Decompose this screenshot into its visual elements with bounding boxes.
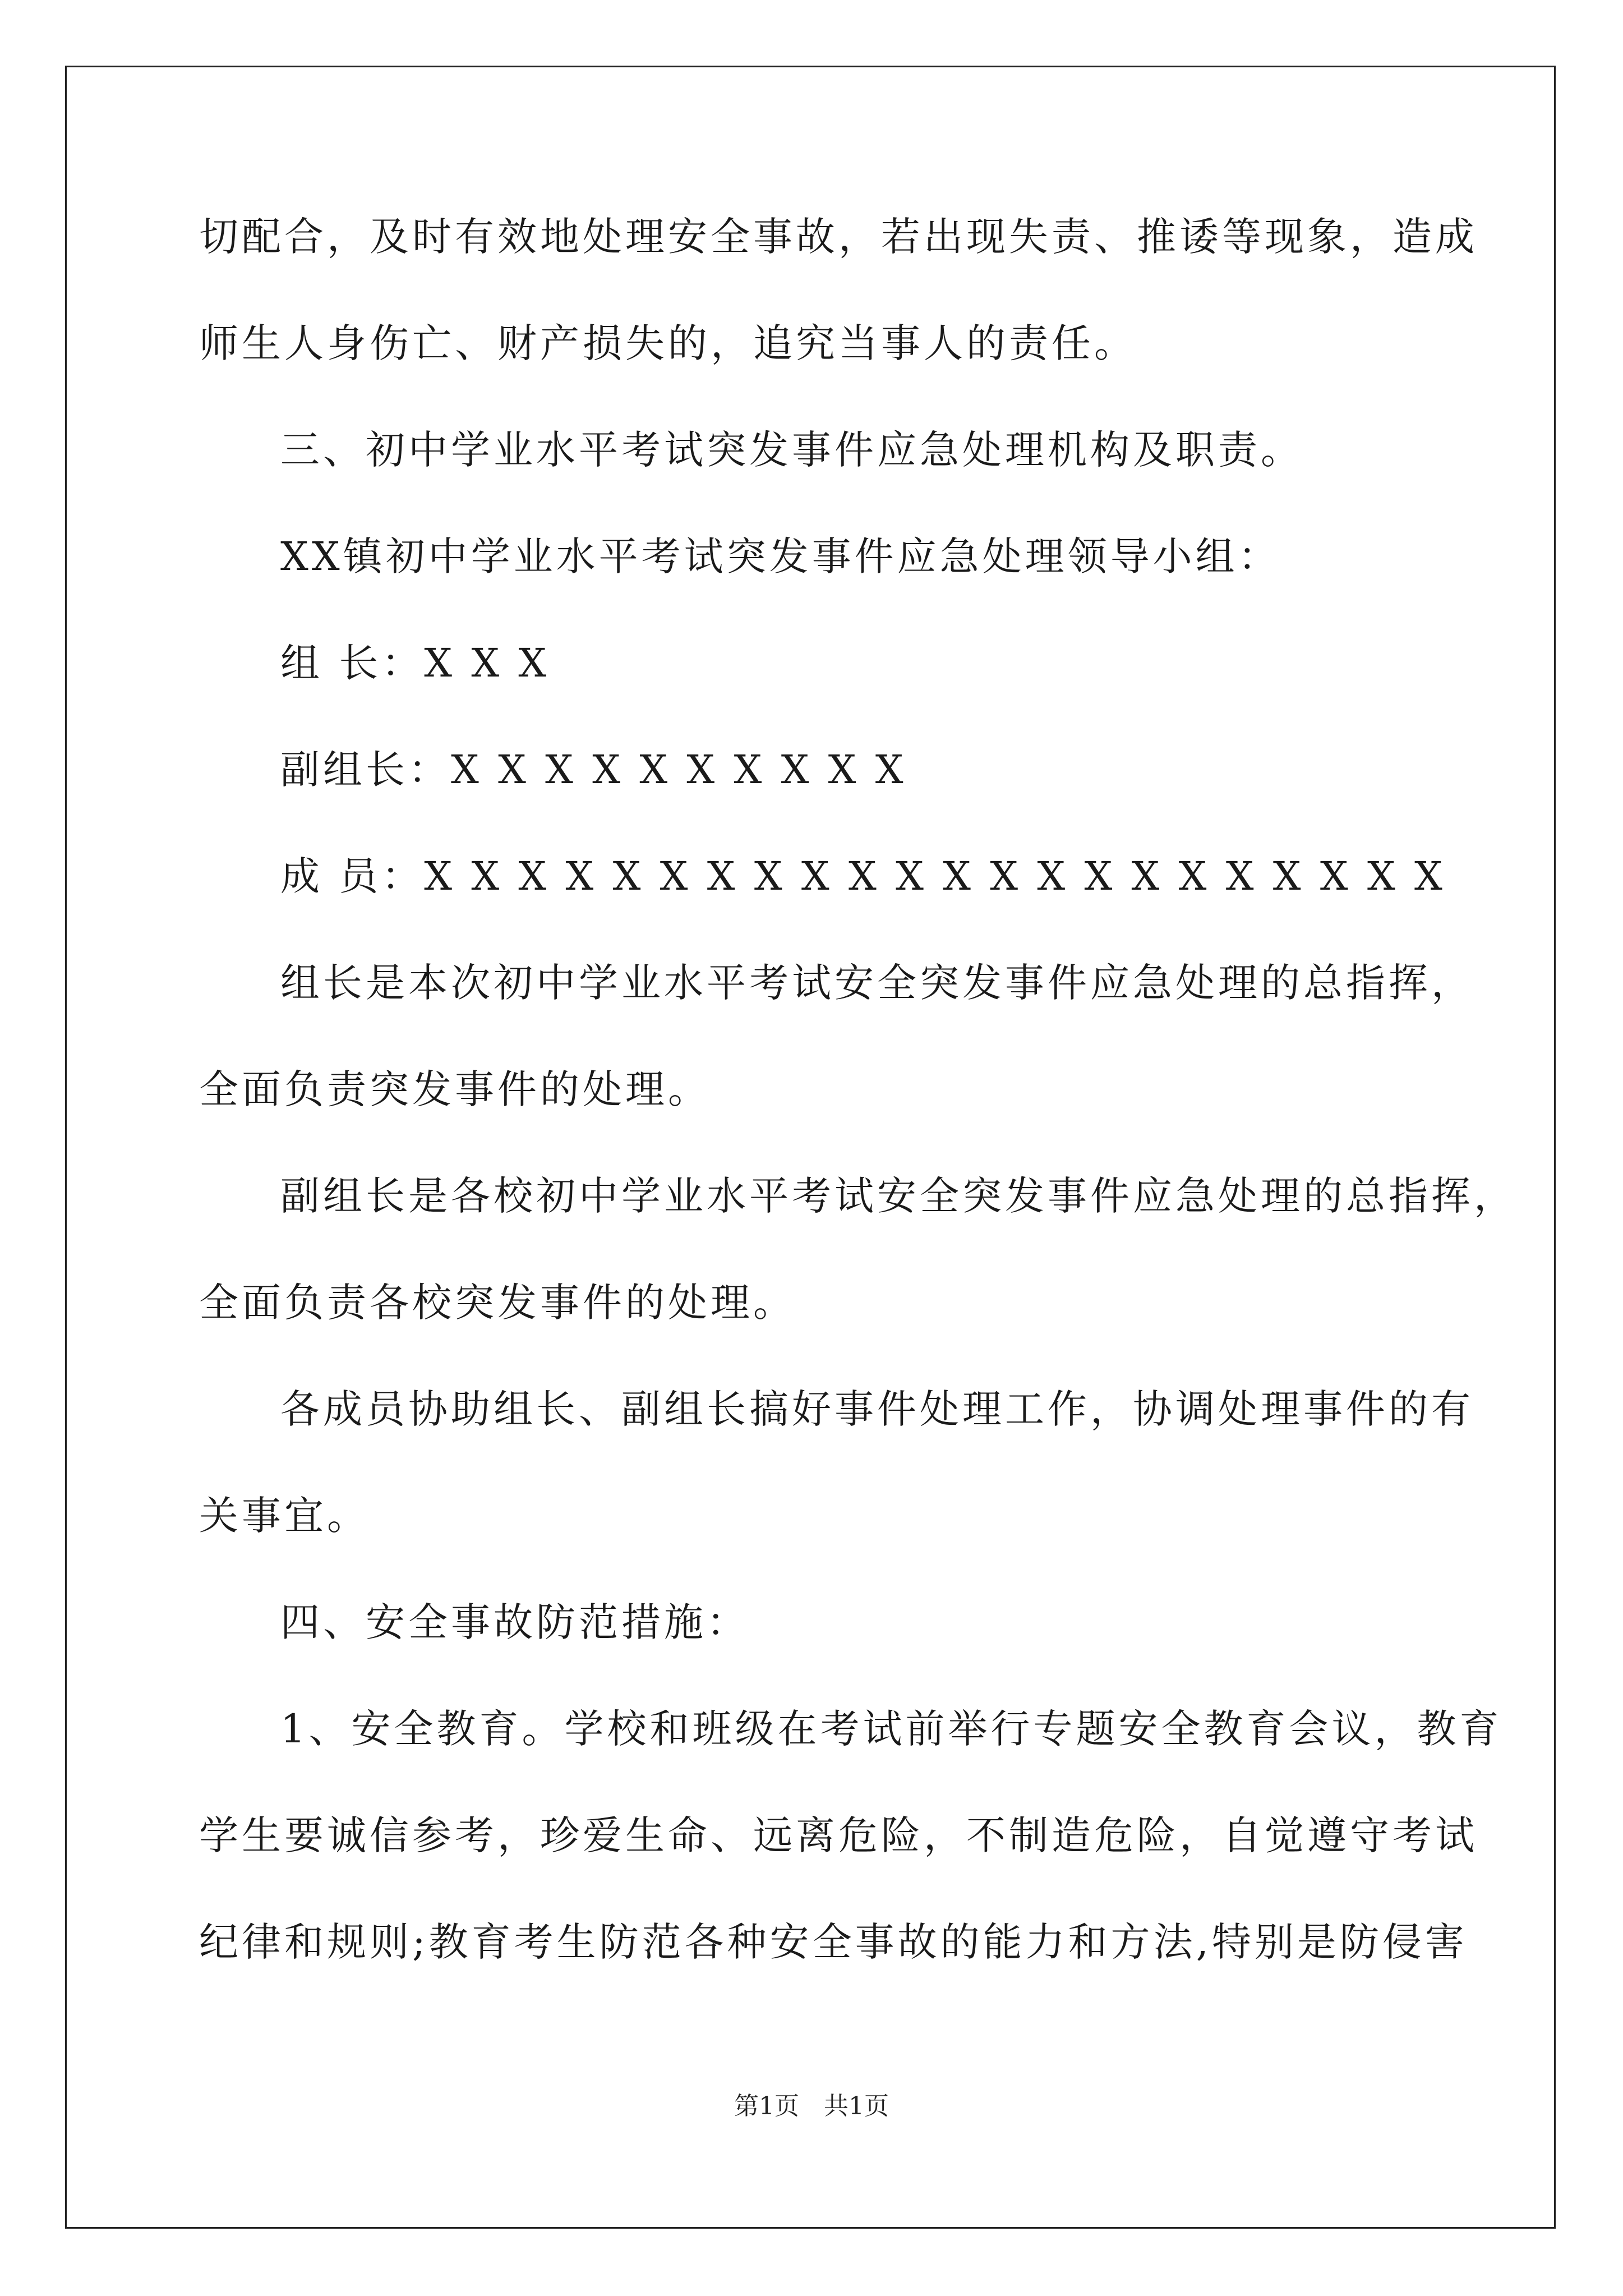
paragraph-line: 各成员协助组长、副组长搞好事件处理工作，协调处理事件的有 <box>280 1386 1474 1432</box>
paragraph-line: 关事宜。 <box>199 1493 370 1539</box>
paragraph-line: 师生人身伤亡、财产损失的，追究当事人的责任。 <box>199 320 1137 366</box>
paragraph-line: 全面负责突发事件的处理。 <box>199 1066 711 1112</box>
paragraph-line: 全面负责各校突发事件的处理。 <box>199 1280 796 1326</box>
section-heading: 三、初中学业水平考试突发事件应急处理机构及职责。 <box>280 427 1303 473</box>
paragraph-line: 切配合，及时有效地处理安全事故，若出现失责、推诿等现象，造成 <box>199 214 1478 260</box>
members-line: 成 员：X X X X X X X X X X X X X X X X X X X X X X <box>280 853 1446 899</box>
section-heading: 四、安全事故防范措施： <box>280 1599 749 1645</box>
deputy-leader-line: 副组长：X X X X X X X X X X <box>280 747 907 793</box>
page-border <box>65 66 1556 2229</box>
group-leader-line: 组 长：X X X <box>280 640 550 686</box>
paragraph-line: XX镇初中学业水平考试突发事件应急处理领导小组： <box>280 533 1281 579</box>
paragraph-line: 1、安全教育。学校和班级在考试前举行专题安全教育会议，教育 <box>280 1706 1502 1752</box>
paragraph-line: 组长是本次初中学业水平考试安全突发事件应急处理的总指挥， <box>280 960 1474 1006</box>
page-number: 第1页 共1页 <box>734 2092 889 2120</box>
paragraph-line: 学生要诚信参考，珍爱生命、远离危险，不制造危险，自觉遵守考试 <box>199 1812 1478 1858</box>
paragraph-line: 纪律和规则;教育考生防范各种安全事故的能力和方法,特别是防侵害 <box>199 1919 1468 1965</box>
paragraph-line: 副组长是各校初中学业水平考试安全突发事件应急处理的总指挥， <box>280 1173 1516 1219</box>
